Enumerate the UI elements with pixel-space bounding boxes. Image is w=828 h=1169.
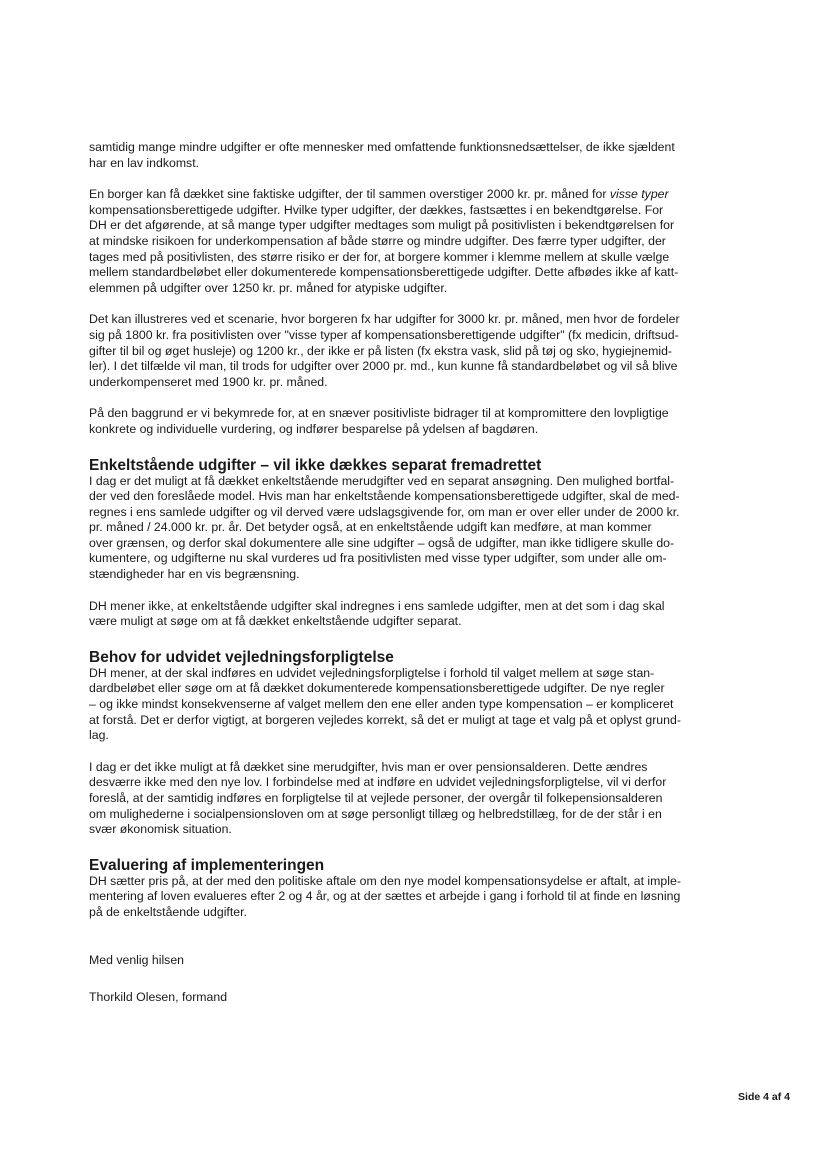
paragraph-5 — [89, 474, 749, 583]
text-line: sig på 1800 kr. fra positivlisten over "visse typer af kompensationsberettigende udgifter" (fx medicin, driftsud- — [89, 327, 679, 342]
paragraph-7 — [89, 666, 749, 744]
text-line: at forstå. Det er derfor vigtigt, at borgeren vejledes korrekt, så det er muligt at tage et valg på et oplyst grund- — [89, 712, 681, 727]
paragraph-4 — [89, 406, 749, 437]
text-line: elemmen på udgifter over 1250 kr. pr. måned for atypiske udgifter. — [89, 280, 448, 295]
text-line: På den baggrund er vi bekymrede for, at en snæver positivliste bidrager til at kompromittere den lovpligtige — [89, 406, 669, 421]
paragraph-6 — [89, 599, 749, 630]
text-line: der ved den foreslåede model. Hvis man har enkeltstående kompensationsberettigede udgifter, skal de med- — [89, 489, 680, 504]
text-line: om mulighederne i socialpensionsloven om at søge personligt tillæg og helbredstillæg, for de der står i en — [89, 806, 662, 821]
page-number: Side 4 af 4 — [738, 1091, 790, 1103]
text-line: pr. måned / 24.000 kr. pr. år. Det betyder også, at en enkeltstående udgift kan medføre, at man kommer — [89, 520, 652, 535]
paragraph-2 — [89, 187, 749, 296]
emphasis-text: visse typer — [609, 187, 669, 202]
text-fragment: En borger kan få dækket sine faktiske udgifter, der til sammen overstiger 2000 kr. pr. måned for — [89, 187, 610, 202]
paragraph-1 — [89, 140, 749, 171]
text-line: dardbeløbet eller søge om at få dækket dokumenterede kompensationsberettigede udgifter. De nye regler — [89, 681, 665, 696]
text-line: underkompenseret med 1900 kr. pr. måned. — [89, 374, 328, 389]
text-line: – og ikke mindst konsekvenserne af valget mellem den ene eller anden type kompensation – er kompliceret — [89, 697, 674, 712]
text-line: stændigheder har en vis begrænsning. — [89, 567, 300, 582]
signature: Thorkild Olesen, formand — [89, 990, 228, 1005]
text-line: svær økonomisk situation. — [89, 822, 232, 837]
text-line: kumentere, og udgifterne nu skal vurderes ud fra positivlisten med visse typer udgifter, som under alle om- — [89, 551, 667, 566]
text-line: DH mener, at der skal indføres en udvidet vejledningsforpligtelse i forhold til valget mellem at søge stan- — [89, 665, 655, 680]
closing-greeting: Med venlig hilsen — [89, 952, 185, 967]
text-line: DH sætter pris på, at der med den politiske aftale om den nye model kompensationsydelse er aftalt, at imple- — [89, 873, 681, 888]
text-line: desværre ikke med den nye lov. I forbindelse med at indføre en udvidet vejledningsforpligtelse, vil vi derfor — [89, 775, 667, 790]
section-heading-vejledning: Behov for udvidet vejledningsforpligtelse — [89, 648, 394, 666]
paragraph-9 — [89, 874, 749, 921]
text-line: samtidig mange mindre udgifter er ofte mennesker med omfattende funktionsnedsættelser, de ikke sjældent — [89, 140, 675, 154]
text-line: over grænsen, og derfor skal dokumentere alle sine udgifter – også de udgifter, man ikke tidligere skulle do- — [89, 535, 675, 550]
text-line: DH mener ikke, at enkeltstående udgifter skal indregnes i ens samlede udgifter, men at det som i dag skal — [89, 598, 665, 613]
letter-body — [89, 140, 749, 1006]
text-line: mentering af loven evalueres efter 2 og 4 år, og at der sættes et arbejde i gang i forhold til at finde en løsning — [89, 889, 681, 904]
text-line: regnes i ens samlede udgifter og vil derved være udslagsgivende for, om man er over eller under de 2000 kr. — [89, 504, 680, 519]
text-line: I dag er det ikke muligt at få dækket sine merudgifter, hvis man er over pensionsalderen. Dette ændres — [89, 759, 648, 774]
section-heading-enkeltstaaende: Enkeltstående udgifter – vil ikke dækkes separat fremadrettet — [89, 456, 542, 474]
text-line — [89, 187, 749, 203]
text-line: lag. — [89, 728, 109, 743]
text-line: at mindske risikoen for underkompensation af både større og mindre udgifter. Des færre typer udgifter, der — [89, 233, 666, 248]
paragraph-3 — [89, 312, 749, 390]
text-line: I dag er det muligt at få dækket enkeltstående merudgifter ved en separat ansøgning. Den mulighed bortfal- — [89, 473, 675, 488]
paragraph-8 — [89, 760, 749, 838]
text-line: tages med på positivlisten, des større risiko er der for, at borgere kommer i klemme mellem at skulle vælge — [89, 249, 670, 264]
text-line: være muligt at søge om at få dækket enkeltstående udgifter separat. — [89, 614, 462, 629]
text-line: på de enkeltstående udgifter. — [89, 904, 247, 919]
text-line: mellem standardbeløbet eller dokumenterede kompensationsberettigede udgifter. Dette afbødes ikke af katt- — [89, 265, 679, 280]
text-line: Det kan illustreres ved et scenarie, hvor borgeren fx har udgifter for 3000 kr. pr. måned, men hvor de fordeler — [89, 312, 680, 327]
text-line: konkrete og individuelle vurdering, og indfører besparelse på ydelsen af bagdøren. — [89, 421, 539, 436]
section-heading-evaluering: Evaluering af implementeringen — [89, 856, 325, 874]
text-line: DH er det afgørende, at så mange typer udgifter medtages som muligt på positivlisten i bekendtgørelsen for — [89, 218, 675, 233]
text-line: ler). I det tilfælde vil man, til trods for udgifter over 2000 pr. md., kun kunne få standardbeløbet og vil så blive — [89, 359, 678, 374]
text-line: kompensationsberettigede udgifter. Hvilke typer udgifter, der dækkes, fastsættes i en bekendtgørelse. For — [89, 202, 664, 217]
text-line: gifter til bil og øget husleje) og 1200 kr., der ikke er på listen (fx ekstra vask, slid på tøj og sko, hygiejnemid- — [89, 343, 673, 358]
text-line: har en lav indkomst. — [89, 155, 200, 170]
text-line: foreslå, at der samtidig indføres en forpligtelse til at vejlede personer, der overgår til folkepensionsalderen — [89, 791, 663, 805]
